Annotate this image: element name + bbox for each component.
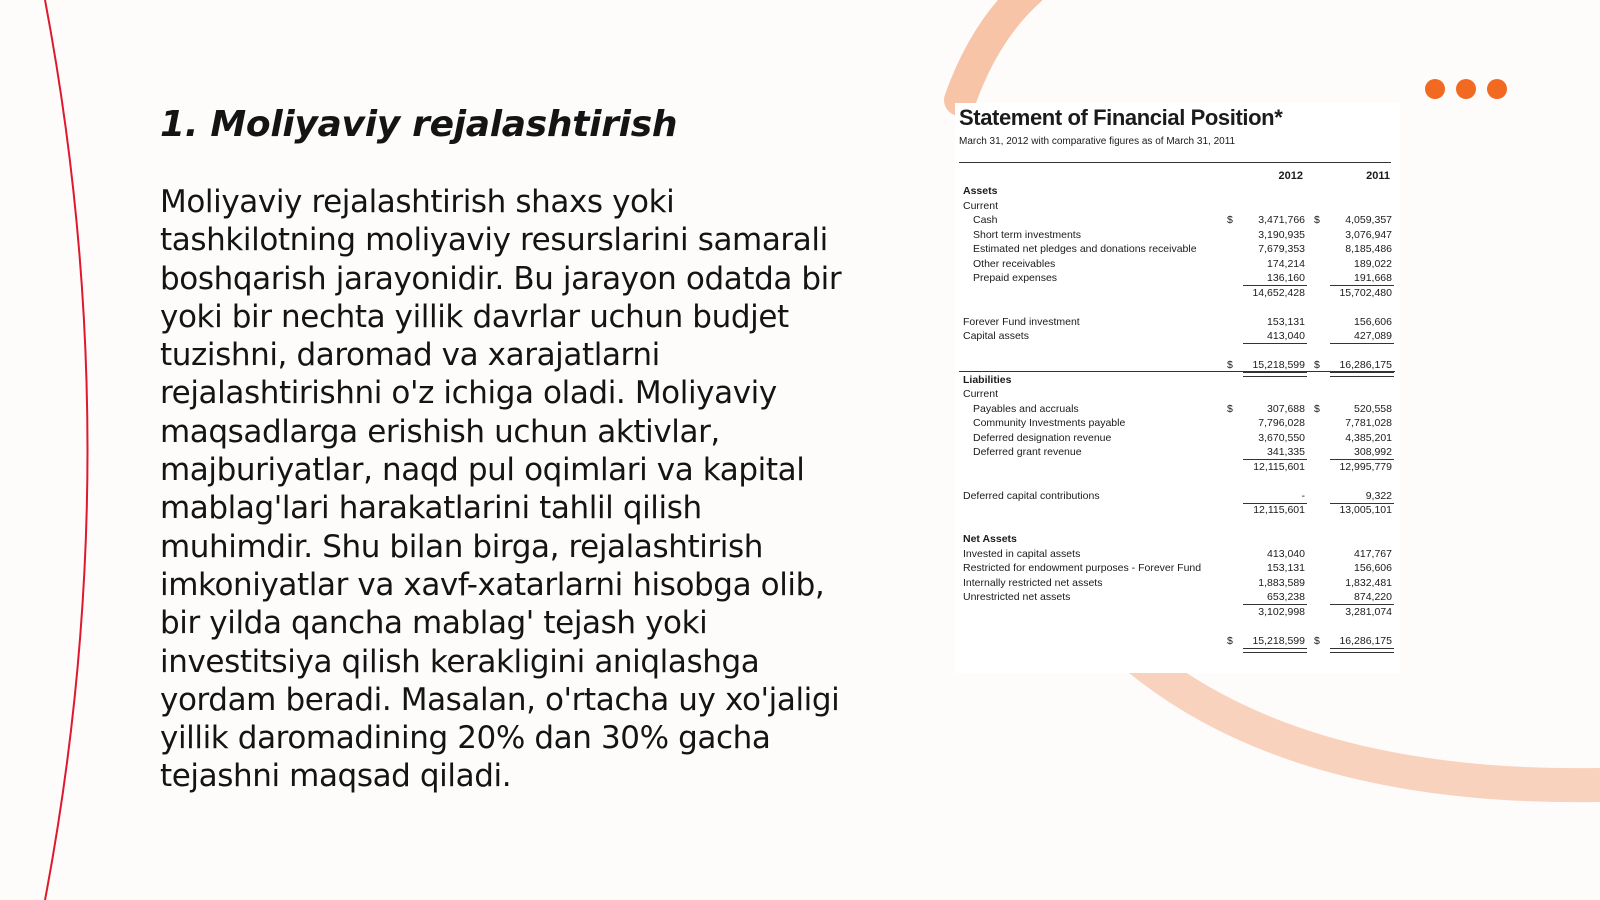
value-2011: 417,767 (1354, 547, 1392, 560)
grand-total-rule (1330, 648, 1394, 653)
currency-symbol: $ (1227, 634, 1233, 647)
statement-row (955, 519, 1400, 534)
row-label: Prepaid expenses (973, 272, 1058, 284)
value-2011: 16,286,175 (1339, 359, 1392, 371)
statement-row (955, 200, 1400, 215)
statement-title: Statement of Financial Position* (959, 105, 1283, 130)
value-2011: 16,286,175 (1339, 634, 1392, 647)
row-label: Other receivables (973, 257, 1056, 270)
value-2012: 12,115,601 (1253, 504, 1305, 516)
row-label: Restricted for endowment purposes - Forever Fund (963, 562, 1202, 574)
statement-row (955, 243, 1400, 258)
statement-top-rule (959, 162, 1391, 163)
value-2011: 520,558 (1354, 402, 1392, 415)
statement-row (955, 417, 1400, 432)
value-2011: 308,992 (1354, 446, 1392, 458)
statement-row (955, 577, 1400, 592)
dot-icon (1425, 79, 1445, 99)
value-2012: 7,679,353 (1258, 243, 1305, 255)
row-label: Cash (973, 214, 998, 226)
statement-row (955, 562, 1400, 577)
bottom-peach-arc (1140, 660, 1600, 785)
currency-symbol: $ (1314, 214, 1320, 226)
currency-symbol: $ (1314, 402, 1320, 415)
value-2012: 307,688 (1267, 402, 1305, 415)
value-2011: 3,281,074 (1345, 605, 1392, 618)
statement-row (955, 403, 1400, 418)
slide-body-text: Moliyaviy rejalashtirish shaxs yoki tashkilotning moliyaviy resurslarini samarali boshqarish jarayonidir. Bu jarayon odatda bir yoki bir nechta yillik davrlar uchun budjet tuzishni, daromad va xarajatlarni rejalashtirishni o'z ichiga oladi. Moliyaviy maqsadlarga erishish uchun aktivlar, majburiyatlar, naqd pul oqimlari va kapital mablag'lari harakatlarini tahlil qilish muhimdir. Shu bilan birga, rejalashtirish imkoniyatlar va xavf-xatarlarni hisobga olib, bir yilda qancha mablag' tejash yoki investitsiya qilish kerakligini aniqlashga yordam beradi. Masalan, o'rtacha uy xo'jaligi yillik daromadining 20% dan 30% gacha tejashni maqsad qiladi. (160, 184, 842, 795)
row-label: Capital assets (963, 330, 1029, 342)
value-2011: 189,022 (1354, 257, 1392, 270)
top-peach-arc (960, 0, 1030, 100)
value-2012: 3,471,766 (1258, 214, 1305, 226)
value-2012: 15,218,599 (1252, 634, 1305, 647)
statement-row (955, 287, 1400, 302)
currency-symbol: $ (1227, 214, 1233, 226)
value-2012: 413,040 (1267, 330, 1305, 342)
left-red-curve (45, 0, 88, 900)
value-2012: 653,238 (1267, 591, 1305, 603)
value-2011: 15,702,480 (1339, 286, 1392, 299)
section-rule (959, 371, 1395, 372)
statement-row (955, 229, 1400, 244)
row-label: Estimated net pledges and donations receivable (973, 243, 1197, 255)
row-label: Invested in capital assets (963, 547, 1081, 560)
statement-row (955, 316, 1400, 331)
statement-row (955, 185, 1400, 200)
row-label: Internally restricted net assets (963, 576, 1103, 589)
value-2012: 3,190,935 (1258, 228, 1305, 241)
value-2012: 341,335 (1267, 446, 1305, 458)
menu-dots (1425, 79, 1507, 99)
dot-icon (1487, 79, 1507, 99)
financial-statement-image (955, 103, 1400, 673)
row-label: Forever Fund investment (963, 315, 1080, 328)
row-label: Deferred capital contributions (963, 489, 1100, 502)
value-2011: 13,005,101 (1339, 504, 1392, 516)
statement-row (955, 475, 1400, 490)
statement-row (955, 301, 1400, 316)
value-2012: 3,670,550 (1258, 431, 1305, 444)
value-2011: 8,185,486 (1345, 243, 1392, 255)
column-header-2011: 2011 (1366, 170, 1390, 182)
currency-symbol: $ (1314, 359, 1320, 371)
statement-row (955, 620, 1400, 635)
value-2011: 9,322 (1365, 489, 1392, 502)
row-label: Unrestricted net assets (963, 591, 1071, 603)
row-label: Community Investments payable (973, 417, 1126, 429)
value-2012: 153,131 (1267, 315, 1305, 328)
value-2011: 12,995,779 (1339, 460, 1392, 473)
row-label: Liabilities (963, 373, 1012, 386)
value-2012: 1,883,589 (1258, 576, 1305, 589)
value-2012: 3,102,998 (1258, 605, 1305, 618)
value-2011: 427,089 (1354, 330, 1392, 342)
value-2011: 4,385,201 (1345, 431, 1392, 444)
currency-symbol: $ (1227, 402, 1233, 415)
value-2012: 153,131 (1267, 562, 1305, 574)
statement-row (955, 548, 1400, 563)
value-2012: 15,218,599 (1252, 359, 1305, 371)
row-label: Payables and accruals (973, 402, 1079, 415)
value-2012: - (1301, 489, 1305, 502)
statement-row (955, 258, 1400, 273)
row-label: Current (963, 199, 999, 212)
row-label: Net Assets (963, 533, 1017, 545)
statement-row (955, 374, 1400, 389)
statement-row (955, 388, 1400, 403)
dot-icon (1456, 79, 1476, 99)
column-header-2012: 2012 (1278, 170, 1303, 182)
value-2011: 3,076,947 (1345, 228, 1392, 241)
value-2011: 7,781,028 (1345, 417, 1392, 429)
row-label: Deferred grant revenue (973, 446, 1082, 458)
value-2012: 413,040 (1267, 547, 1305, 560)
statement-row (955, 533, 1400, 548)
row-label: Deferred designation revenue (973, 431, 1112, 444)
statement-row (955, 461, 1400, 476)
value-2011: 4,059,357 (1345, 214, 1392, 226)
statement-row (955, 504, 1400, 519)
value-2012: 174,214 (1267, 257, 1305, 270)
statement-row (955, 606, 1400, 621)
value-2011: 191,668 (1354, 272, 1392, 284)
statement-row (955, 214, 1400, 229)
slide-title: 1. Moliyaviy rejalashtirish (160, 104, 678, 145)
value-2012: 7,796,028 (1258, 417, 1305, 429)
statement-row (955, 432, 1400, 447)
currency-symbol: $ (1227, 359, 1233, 371)
value-2012: 14,652,428 (1252, 286, 1305, 299)
row-label: Assets (963, 185, 998, 197)
row-label: Current (963, 388, 999, 400)
value-2011: 156,606 (1354, 562, 1392, 574)
value-2011: 1,832,481 (1345, 576, 1392, 589)
value-2012: 136,160 (1267, 272, 1305, 284)
statement-row (955, 345, 1400, 360)
value-2011: 156,606 (1354, 315, 1392, 328)
statement-subtitle: March 31, 2012 with comparative figures as of March 31, 2011 (959, 136, 1236, 147)
grand-total-rule (1243, 648, 1307, 653)
value-2011: 874,220 (1354, 591, 1392, 603)
currency-symbol: $ (1314, 634, 1320, 647)
row-label: Short term investments (973, 228, 1081, 241)
value-2012: 12,115,601 (1253, 460, 1305, 473)
